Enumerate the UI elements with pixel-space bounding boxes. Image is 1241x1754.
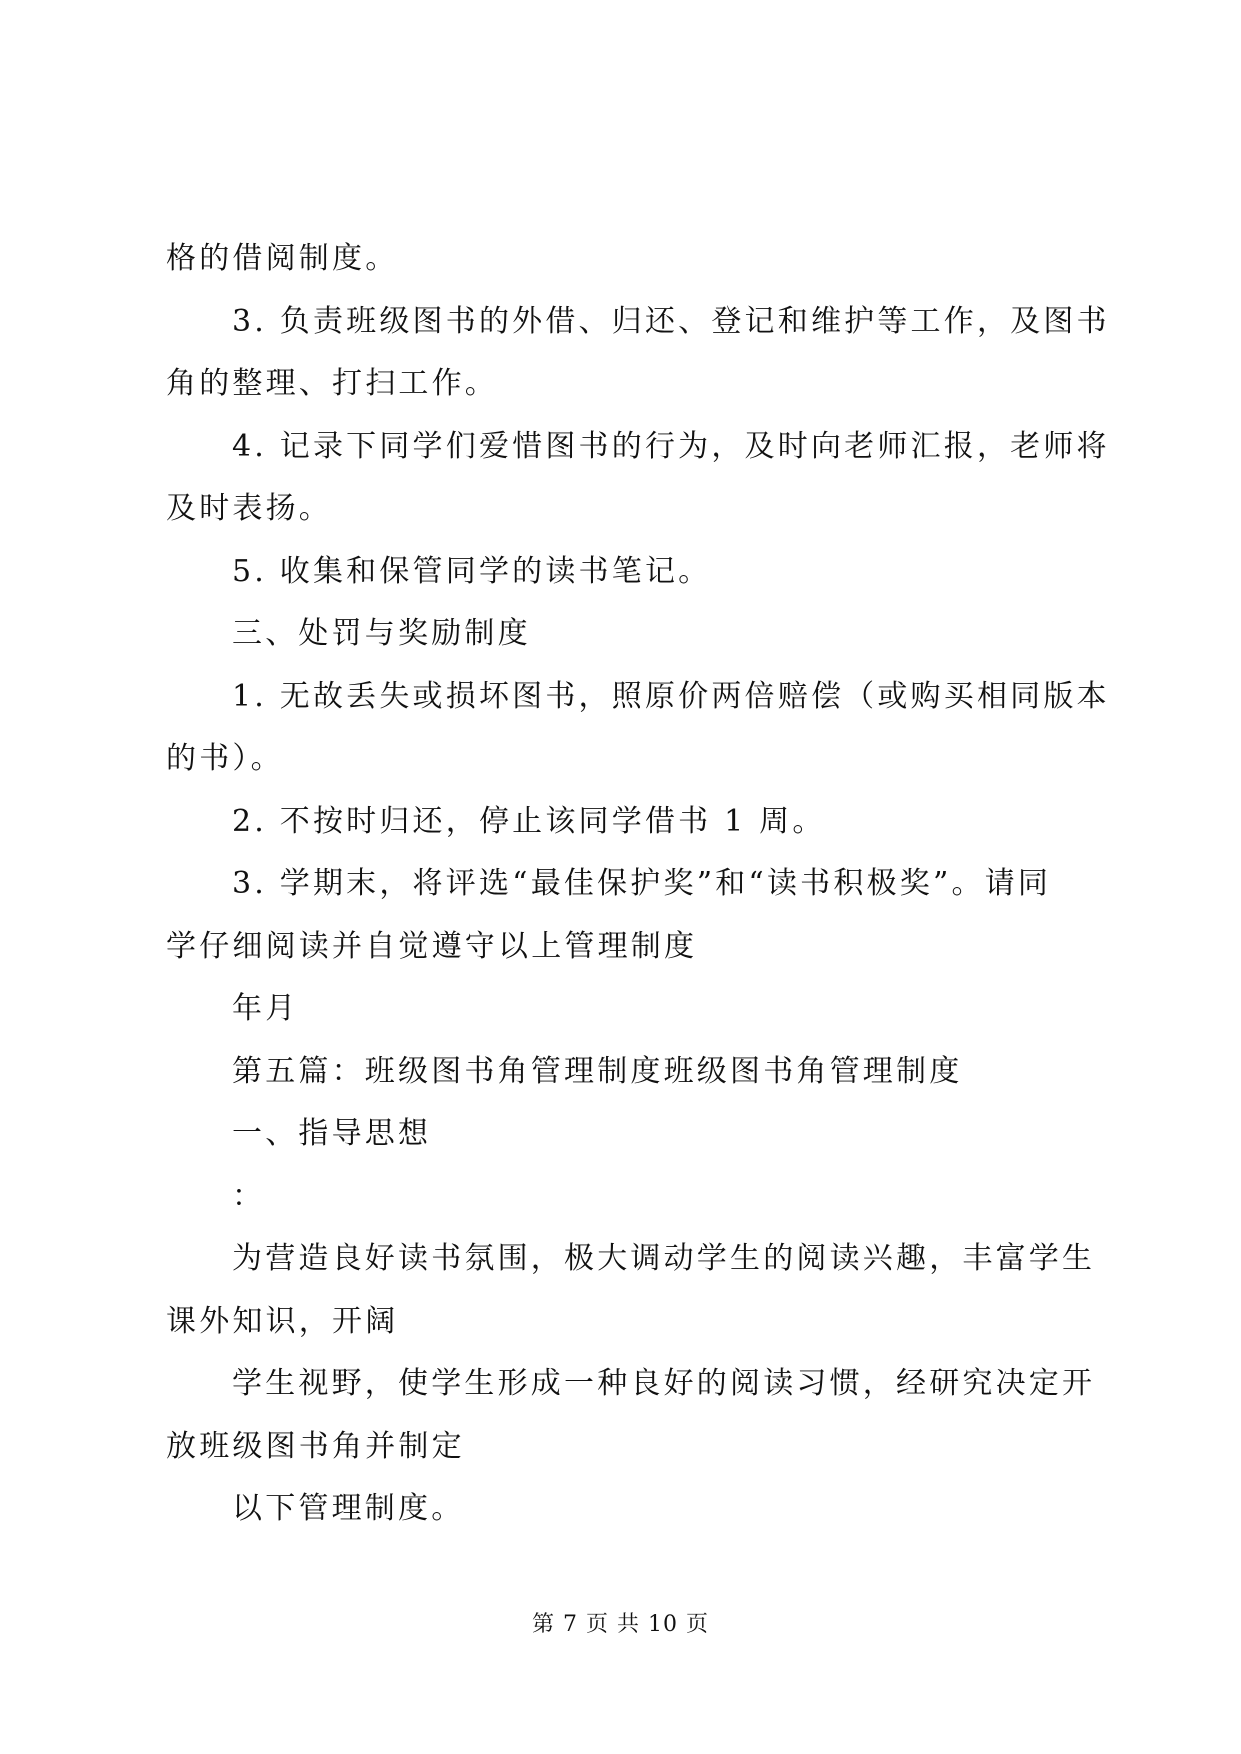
- text-line: 3. 学期末，将评选“最佳保护奖”和“读书积极奖”。请同: [232, 866, 1052, 901]
- section-heading: 三、处罚与奖励制度: [232, 616, 531, 651]
- text-line: 学仔细阅读并自觉遵守以上管理制度: [166, 928, 698, 964]
- text-line: 5. 收集和保管同学的读书笔记。: [232, 553, 712, 589]
- text-line: 放班级图书角并制定: [166, 1428, 465, 1464]
- text-line: 为营造良好读书氛围，极大调动学生的阅读兴趣，丰富学生: [232, 1241, 1096, 1276]
- text-line: 2. 不按时归还，停止该同学借书 1 周。: [232, 803, 826, 839]
- text-line: 及时表扬。: [166, 491, 332, 526]
- text-line: 课外知识，开阔: [166, 1303, 399, 1339]
- chapter-title: 第五篇：班级图书角管理制度班级图书角管理制度: [232, 1053, 963, 1089]
- text-line: 学生视野，使学生形成一种良好的阅读习惯，经研究决定开: [232, 1366, 1096, 1401]
- text-line: 的书）。: [166, 741, 284, 776]
- text-line: 1. 无故丢失或损坏图书，照原价两倍赔偿（或购买相同版本: [232, 678, 1110, 714]
- text-line: 3. 负责班级图书的外借、归还、登记和维护等工作，及图书: [232, 303, 1110, 339]
- text-line: 以下管理制度。: [232, 1491, 465, 1526]
- text-line: 格的借阅制度。: [166, 241, 399, 276]
- text-line: 4. 记录下同学们爱惜图书的行为，及时向老师汇报，老师将: [232, 428, 1110, 464]
- page-number-footer: 第 7 页 共 10 页: [532, 1612, 709, 1637]
- date-line: 年月: [232, 991, 299, 1026]
- section-heading: 一、指导思想: [232, 1116, 432, 1151]
- document-body: [166, 228, 1110, 1541]
- text-line: ：: [232, 1178, 266, 1214]
- text-line: 角的整理、打扫工作。: [166, 366, 498, 401]
